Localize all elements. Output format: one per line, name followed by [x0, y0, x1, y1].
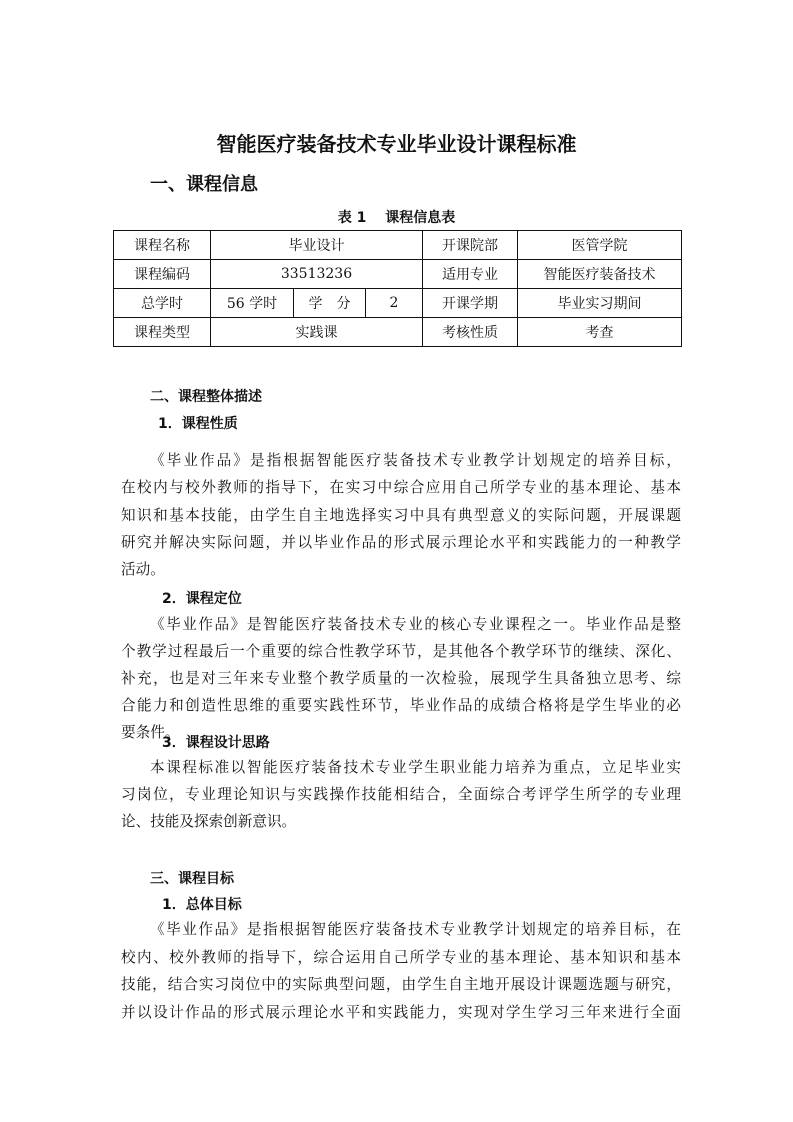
subheading-overall-objective: 1．总体目标: [162, 897, 242, 913]
paragraph-line: 活动。: [121, 561, 165, 578]
section-heading-course-objectives: 三、课程目标: [150, 871, 234, 887]
table-cell: 课程编码: [114, 260, 211, 289]
table-cell: 毕业设计: [211, 231, 423, 260]
paragraph-line: 要条件。: [121, 724, 180, 741]
paragraph-line: 在校内与校外教师的指导下，在实习中综合应用自己所学专业的基本理论、基本: [121, 479, 681, 496]
table-cell: 实践课: [211, 318, 423, 347]
course-info-table: [113, 230, 682, 347]
subheading-design-approach: 3．课程设计思路: [162, 735, 270, 751]
table-cell: 适用专业: [423, 260, 518, 289]
paragraph-line: 个教学过程最后一个重要的综合性教学环节，是其他各个教学环节的继续、深化、: [121, 643, 681, 660]
table-row: [114, 260, 682, 289]
table-cell: 课程名称: [114, 231, 211, 260]
subheading-course-nature: 1．课程性质: [158, 416, 238, 432]
paragraph-line: 技能，结合实习岗位中的实际典型问题，由学生自主地开展设计课题选题与研究，: [121, 976, 681, 993]
paragraph-line: 《毕业作品》是指根据智能医疗装备技术专业教学计划规定的培养目标，在: [150, 921, 681, 938]
table-cell: 考查: [518, 318, 682, 347]
section-heading-overall-description: 二、课程整体描述: [150, 389, 262, 405]
paragraph-line: 研究并解决实际问题，并以毕业作品的形式展示理论水平和实践能力的一种教学: [121, 534, 681, 551]
table-cell: 开课院部: [423, 231, 518, 260]
table-cell: 学 分: [294, 289, 366, 318]
table-cell: 医管学院: [518, 231, 682, 260]
table-cell: 总学时: [114, 289, 211, 318]
table-cell: 56 学时: [211, 289, 294, 318]
paragraph-line: 本课程标准以智能医疗装备技术专业学生职业能力培养为重点，立足毕业实: [150, 759, 681, 776]
paragraph-line: 校内、校外教师的指导下，综合运用自己所学专业的基本理论、基本知识和基本: [121, 949, 681, 966]
paragraph-line: 习岗位，专业理论知识与实践操作技能相结合，全面综合考评学生所学的专业理: [121, 786, 681, 803]
table-cell: 毕业实习期间: [518, 289, 682, 318]
paragraph-line: 并以设计作品的形式展示理论水平和实践能力，实现对学生学习三年来进行全面: [121, 1004, 681, 1021]
table-cell: 2: [366, 289, 423, 318]
table-caption: 表 1 课程信息表: [337, 210, 456, 226]
section-heading-course-info: 一、课程信息: [150, 174, 258, 195]
table-row: [114, 231, 682, 260]
table-cell: 开课学期: [423, 289, 518, 318]
subheading-course-positioning: 2．课程定位: [162, 591, 242, 607]
paragraph-line: 《毕业作品》是指根据智能医疗装备技术专业教学计划规定的培养目标，: [150, 452, 681, 469]
paragraph-line: 补充，也是对三年来专业整个教学质量的一次检验，展现学生具备独立思考、综: [121, 670, 681, 687]
table-cell: 33513236: [211, 260, 423, 289]
document-title: 智能医疗装备技术专业毕业设计课程标准: [216, 132, 577, 156]
paragraph-line: 论、技能及探索创新意识。: [121, 813, 297, 830]
paragraph-line: 知识和基本技能，由学生自主地选择实习中具有典型意义的实际问题，开展课题: [121, 507, 681, 524]
table-row: [114, 289, 682, 318]
table-row: [114, 318, 682, 347]
paragraph-line: 《毕业作品》是智能医疗装备技术专业的核心专业课程之一。毕业作品是整: [150, 616, 681, 633]
paragraph-line: 合能力和创造性思维的重要实践性环节，毕业作品的成绩合格将是学生毕业的必: [121, 697, 681, 714]
table-cell: 课程类型: [114, 318, 211, 347]
table-cell: 智能医疗装备技术: [518, 260, 682, 289]
table-cell: 考核性质: [423, 318, 518, 347]
